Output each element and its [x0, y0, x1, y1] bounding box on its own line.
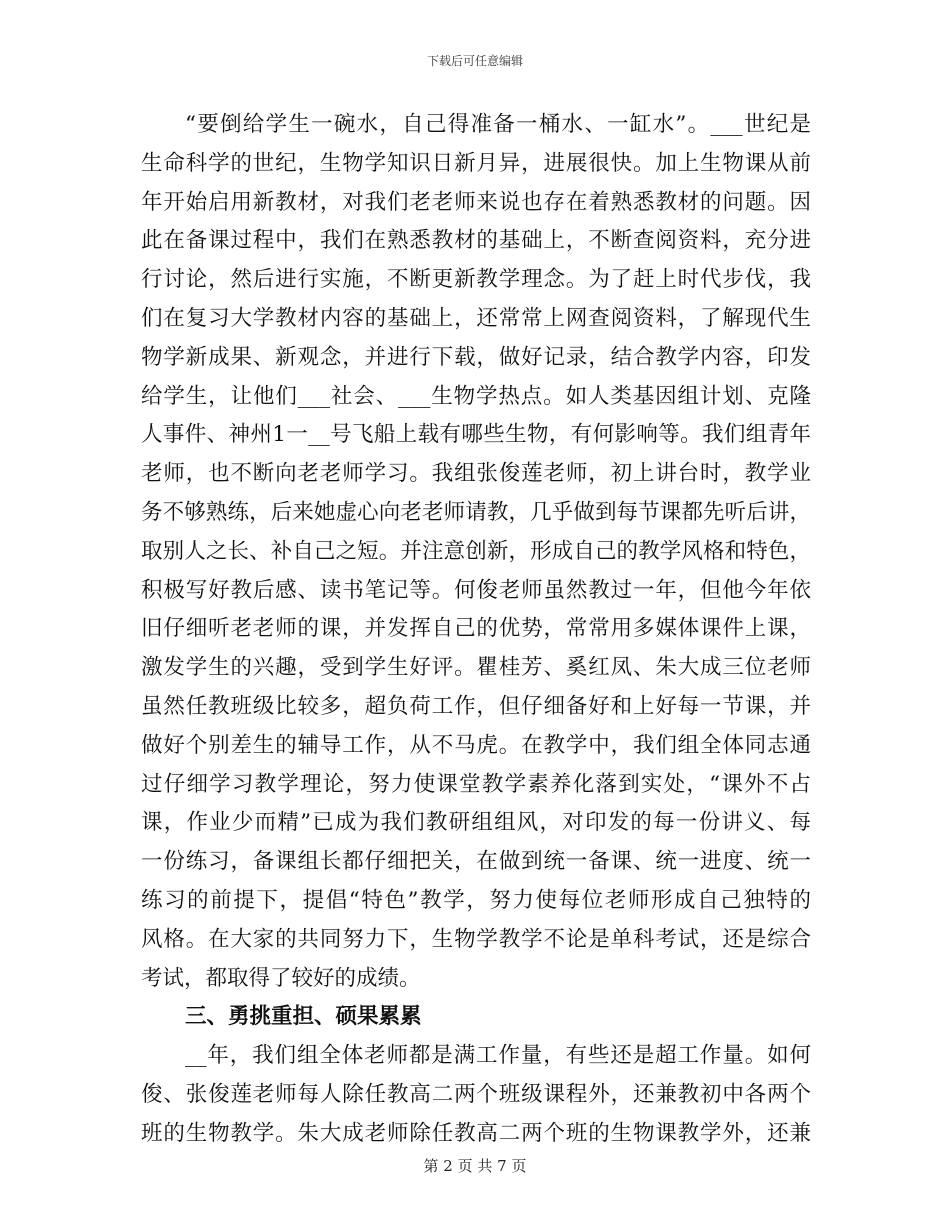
paragraph-line: 练习的前提下，提倡“特色”教学，努力使每位老师形成自己独特的	[141, 887, 811, 913]
section-heading: 三、勇挑重担、硕果累累	[185, 1004, 422, 1030]
paragraph-line: 给学生，让他们___社会、___生物学热点。如人类基因组计划、克隆	[141, 383, 811, 409]
paragraph-line: 一份练习，备课组长都仔细把关，在做到统一备课、统一进度、统一	[141, 849, 811, 875]
paragraph-line: 做好个别差生的辅导工作，从不马虎。在教学中，我们组全体同志通	[141, 732, 811, 758]
paragraph-line: 务不够熟练，后来她虚心向老老师请教，几乎做到每节课都先听后讲，	[141, 499, 811, 525]
paragraph-line: 课，作业少而精”已成为我们教研组组风，对印发的每一份讲义、每	[141, 810, 811, 836]
paragraph-line: 班的生物教学。朱大成老师除任教高二两个班的生物课教学外，还兼	[141, 1120, 811, 1146]
paragraph-line: __年，我们组全体老师都是满工作量，有些还是超工作量。如何	[185, 1043, 811, 1069]
paragraph-line: 此在备课过程中，我们在熟悉教材的基础上，不断查阅资料，充分进	[141, 228, 811, 254]
paragraph-line: 风格。在大家的共同努力下，生物学教学不论是单科考试，还是综合	[141, 926, 811, 952]
paragraph-line: 生命科学的世纪，生物学知识日新月异，进展很快。加上生物课从前	[141, 150, 811, 176]
page-number: 第 2 页 共 7 页	[423, 1157, 527, 1175]
paragraph-line: 旧仔细听老老师的课，并发挥自己的优势，常常用多媒体课件上课，	[141, 616, 811, 642]
document-body	[141, 106, 811, 1154]
paragraph-line: 积极写好教后感、读书笔记等。何俊老师虽然教过一年，但他今年依	[141, 577, 811, 603]
paragraph-line: “要倒给学生一碗水，自己得准备一桶水、一缸水”。___世纪是	[185, 112, 811, 137]
paragraph-line: 虽然任教班级比较多，超负荷工作，但仔细备好和上好每一节课，并	[141, 693, 811, 719]
paragraph-line: 行讨论，然后进行实施，不断更新教学理念。为了赶上时代步伐，我	[141, 267, 811, 293]
paragraph-line: 物学新成果、新观念，并进行下载，做好记录，结合教学内容，印发	[141, 344, 811, 370]
paragraph-line: 们在复习大学教材内容的基础上，还常常上网查阅资料，了解现代生	[141, 305, 811, 331]
paragraph-line: 过仔细学习教学理论，努力使课堂教学素养化落到实处，“课外不占	[141, 771, 811, 797]
paragraph-line: 人事件、神州1一__号飞船上载有哪些生物，有何影响等。我们组青年	[141, 422, 811, 448]
paragraph-line: 取别人之长、补自己之短。并注意创新，形成自己的教学风格和特色，	[141, 538, 811, 564]
paragraph-line: 考试，都取得了较好的成绩。	[141, 965, 421, 991]
paragraph-line: 俊、张俊莲老师每人除任教高二两个班级课程外，还兼教初中各两个	[141, 1081, 811, 1107]
paragraph-line: 年开始启用新教材，对我们老老师来说也存在着熟悉教材的问题。因	[141, 189, 811, 215]
paragraph-line: 老师，也不断向老老师学习。我组张俊莲老师，初上讲台时，教学业	[141, 461, 811, 487]
paragraph-line: 激发学生的兴趣，受到学生好评。瞿桂芳、奚红凤、朱大成三位老师	[141, 655, 811, 681]
page-header: 下载后可任意编辑	[426, 54, 523, 68]
